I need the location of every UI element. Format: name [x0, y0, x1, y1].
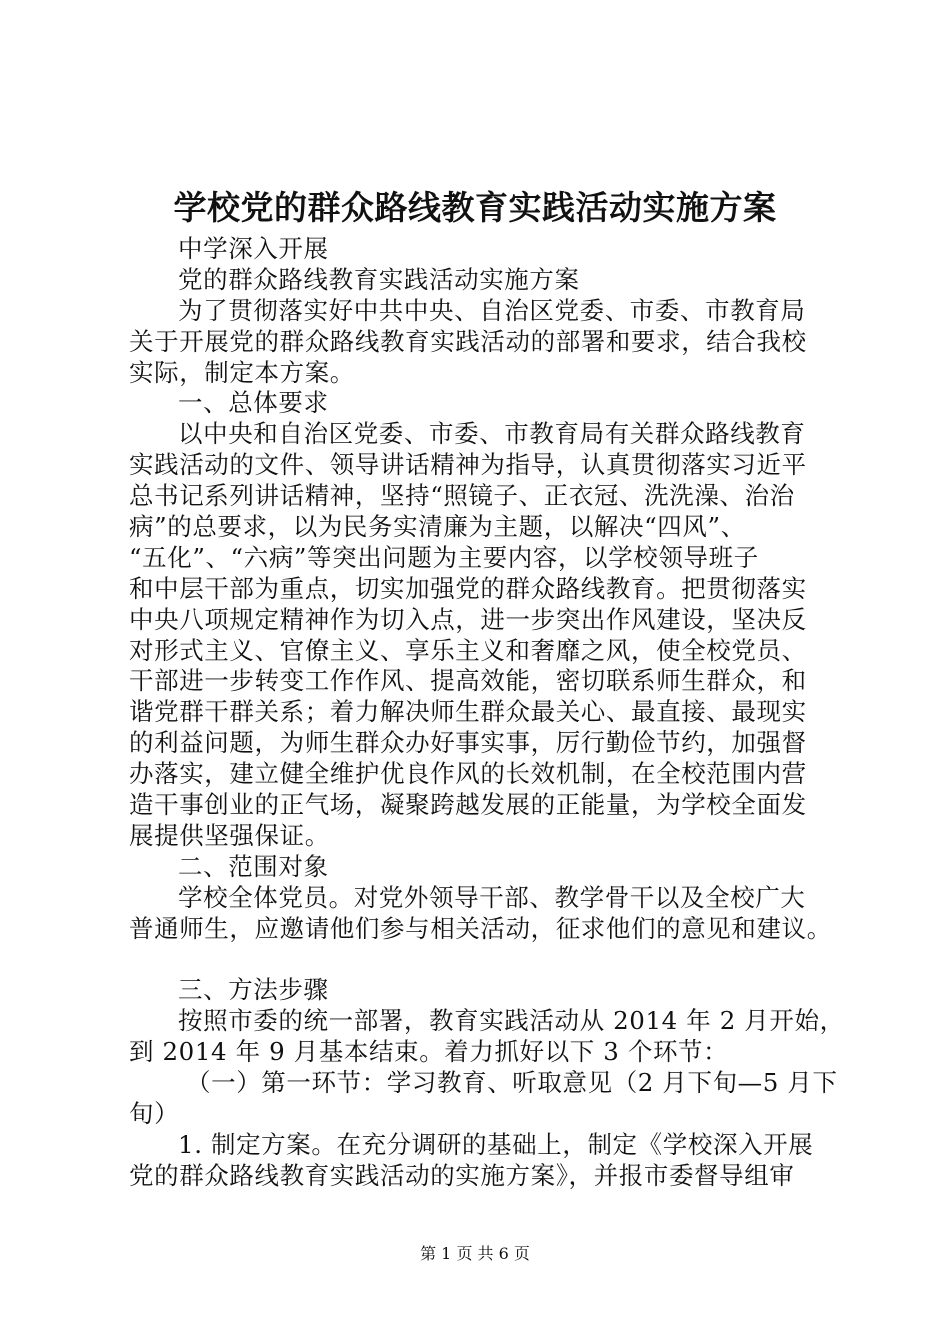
body-line: 谐党群干群关系；着力解决师生群众最关心、最直接、最现实	[129, 697, 807, 727]
section-heading: 三、方法步骤	[178, 975, 329, 1005]
body-line: 中央八项规定精神作为切入点，进一步突出作风建设，坚决反	[129, 604, 807, 634]
subsection-heading: （一）第一环节：学习教育、听取意见（2 月下旬—5 月下	[186, 1068, 838, 1098]
section-heading: 一、总体要求	[178, 388, 329, 418]
body-line: 病”的总要求，以为民务实清廉为主题，以解决“四风”、	[129, 512, 746, 542]
body-line: 和中层干部为重点，切实加强党的群众路线教育。把贯彻落实	[129, 573, 807, 603]
body-line: 对形式主义、官僚主义、享乐主义和奢靡之风，使全校党员、	[129, 635, 807, 665]
body-line: 展提供坚强保证。	[129, 820, 330, 850]
page-footer: 第 1 页 共 6 页	[420, 1244, 530, 1263]
body-line: “五化”、“六病”等突出问题为主要内容，以学校领导班子	[129, 542, 759, 572]
body-line: 为了贯彻落实好中共中央、自治区党委、市委、市教育局	[178, 295, 806, 325]
body-line: 旬）	[129, 1098, 180, 1128]
body-line: 按照市委的统一部署，教育实践活动从 2014 年 2 月开始，	[178, 1006, 845, 1036]
body-line: 1. 制定方案。在充分调研的基础上，制定《学校深入开展	[178, 1129, 814, 1159]
body-line: 中学深入开展	[178, 234, 329, 263]
body-line: 到 2014 年 9 月基本结束。着力抓好以下 3 个环节：	[129, 1037, 729, 1067]
body-line: 党的群众路线教育实践活动实施方案	[178, 264, 580, 294]
body-line: 总书记系列讲话精神，坚持“照镜子、正衣冠、洗洗澡、治治	[129, 481, 795, 511]
section-heading: 二、范围对象	[178, 851, 329, 881]
body-line: 学校全体党员。对党外领导干部、教学骨干以及全校广大	[178, 882, 806, 912]
document-body	[129, 234, 845, 1192]
body-line: 造干事创业的正气场，凝聚跨越发展的正能量，为学校全面发	[129, 790, 807, 820]
body-line: 普通师生，应邀请他们参与相关活动，征求他们的意见和建议。	[129, 913, 832, 943]
body-line: 关于开展党的群众路线教育实践活动的部署和要求，结合我校	[129, 326, 807, 356]
body-line: 以中央和自治区党委、市委、市教育局有关群众路线教育	[178, 419, 806, 449]
body-line: 干部进一步转变工作作风、提高效能，密切联系师生群众，和	[129, 666, 807, 696]
body-line: 办落实，建立健全维护优良作风的长效机制，在全校范围内营	[129, 759, 807, 789]
body-line: 实际，制定本方案。	[129, 357, 355, 387]
body-line: 的利益问题，为师生群众办好事实事，厉行勤俭节约，加强督	[129, 728, 807, 758]
document-title: 学校党的群众路线教育实践活动实施方案	[173, 188, 777, 227]
body-line: 实践活动的文件、领导讲话精神为指导，认真贯彻落实习近平	[129, 450, 807, 480]
blank-line	[129, 944, 835, 975]
body-line: 党的群众路线教育实践活动的实施方案》，并报市委督导组审	[129, 1160, 795, 1190]
